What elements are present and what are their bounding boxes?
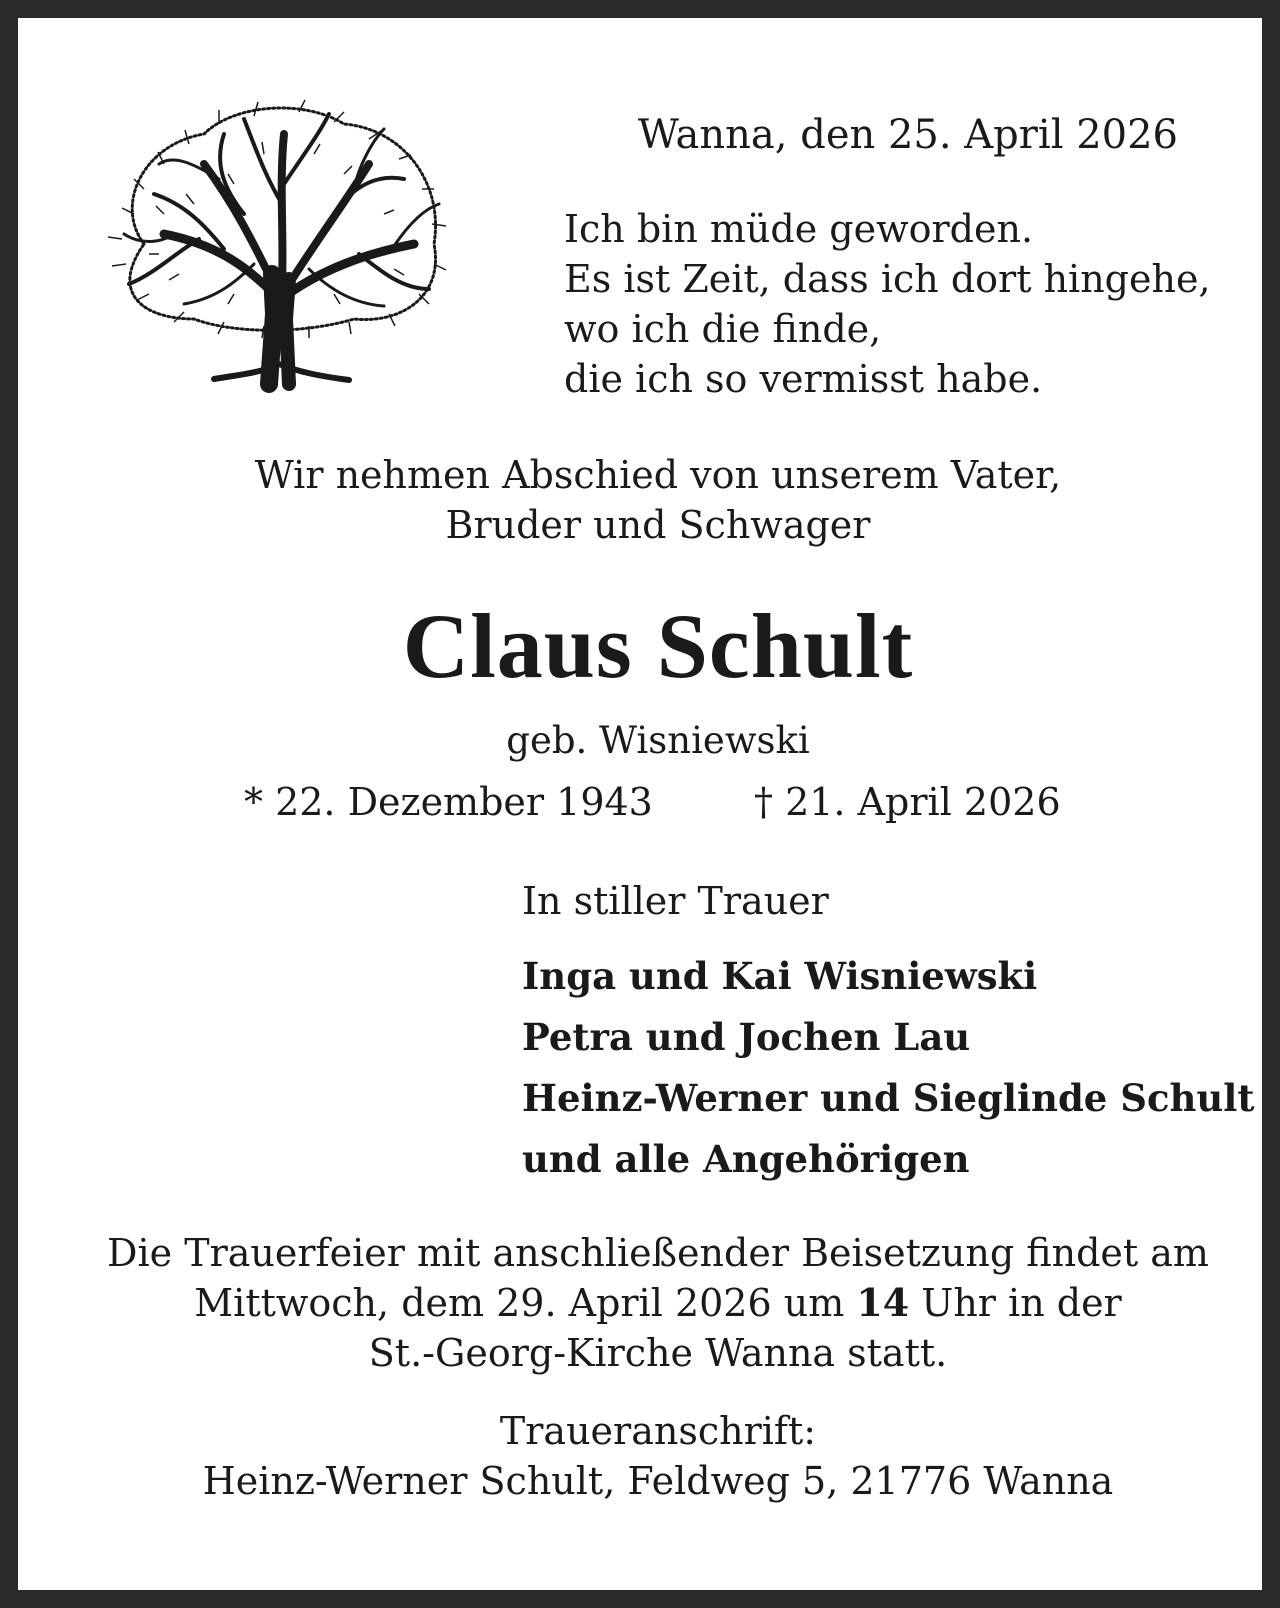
service-line: Die Trauerfeier mit anschließender Beisetzung findet am [107,1231,1209,1275]
mourner-name: Inga und Kai Wisniewski [522,954,1038,998]
birth-date: * 22. Dezember 1943 [244,780,653,824]
service-line: St.-Georg-Kirche Wanna statt. [368,1331,948,1375]
service-line [18,1278,1280,1328]
poem-line: wo ich die finde, [564,307,882,351]
place-date: Wanna, den 25. April 2026 [637,112,1178,158]
deceased-name: Claus Schult [402,595,914,697]
funeral-service-info [18,1228,1280,1378]
poem-line: die ich so vermisst habe. [564,357,1043,401]
service-time: 14 [856,1280,910,1325]
mourning-heading: In stiller Trauer [522,879,829,923]
address-value: Heinz-Werner Schult, Feldweg 5, 21776 Wanna [202,1459,1114,1503]
service-date-text: Mittwoch, dem 29. April 2026 um [194,1281,857,1325]
farewell-intro [18,450,1280,550]
mourner-name: Petra und Jochen Lau [522,1015,971,1059]
mourner-name: Heinz-Werner und Sieglinde Schult [522,1076,1255,1120]
death-date: † 21. April 2026 [754,780,1061,824]
mourners-list [522,946,1254,1190]
poem [564,204,1211,404]
birth-name: geb. Wisniewski [506,719,810,762]
mourning-address [18,1406,1280,1506]
intro-line: Wir nehmen Abschied von unserem Vater, [254,453,1062,497]
oak-tree-icon [104,94,454,394]
intro-line: Bruder und Schwager [445,503,871,547]
poem-line: Ich bin müde geworden. [564,207,1034,251]
poem-line: Es ist Zeit, dass ich dort hingehe, [564,257,1211,301]
mourner-name: und alle Angehörigen [522,1137,970,1181]
service-location-text: Uhr in der [909,1281,1122,1325]
address-label: Traueranschrift: [499,1409,817,1453]
